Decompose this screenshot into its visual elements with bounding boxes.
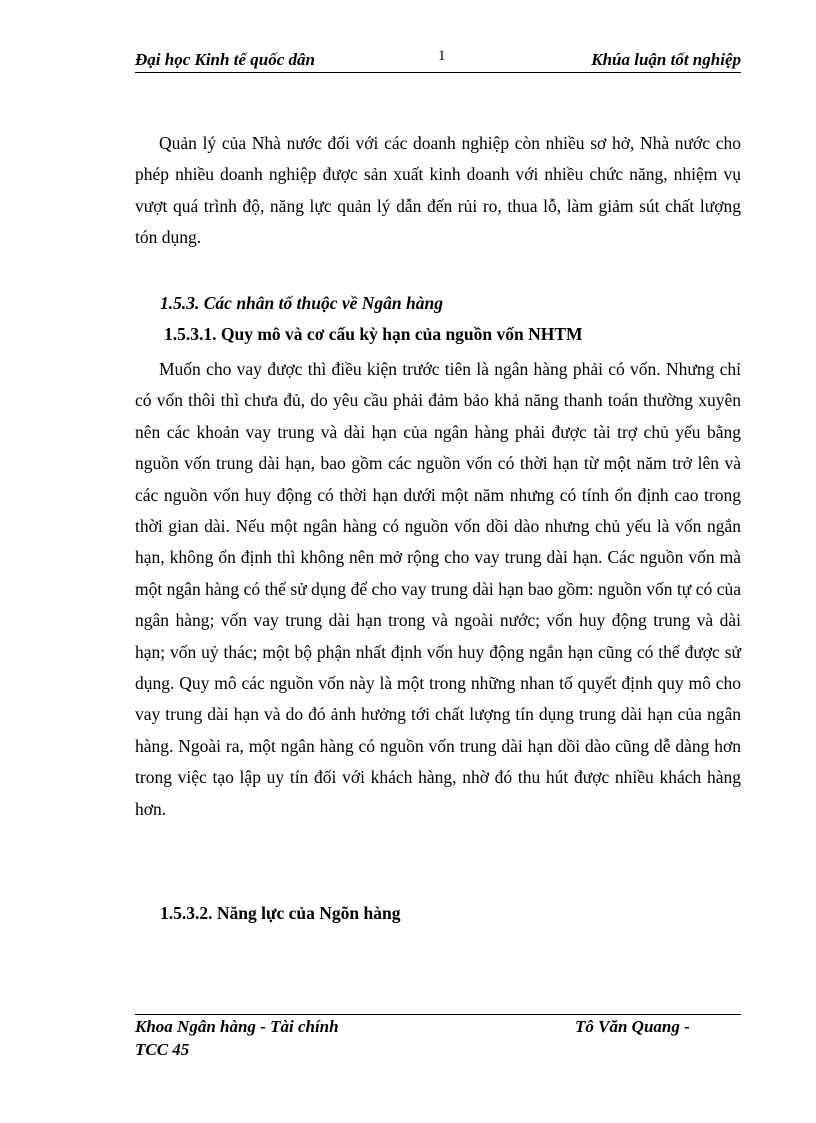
footer-class: TCC 45 (135, 1040, 190, 1059)
page-header (135, 50, 741, 73)
section-heading-1-5-3-1: 1.5.3.1. Quy mô và cơ cấu kỳ hạn của nguồn vốn NHTM (164, 324, 583, 344)
section-heading-1-5-3-2: 1.5.3.2. Năng lực của Ngõn hàng (160, 903, 401, 923)
paragraph-capital-sources (135, 354, 741, 825)
page-number: 1 (438, 48, 446, 64)
footer-faculty: Khoa Ngân hàng - Tài chính (135, 1017, 339, 1036)
header-document-type: Khúa luận tốt nghiệp (591, 50, 741, 69)
page-footer (135, 1014, 741, 1065)
paragraph-text: Muốn cho vay được thì điều kiện trước tiên là ngân hàng phải có vốn. Nhưng chỉ có vốn thôi thì chưa đủ, do yêu cầu phải đảm bảo khả năng thanh toán thường xuyên nên các khoản vay trung và dài hạn của ngân hàng phải được tài trợ chủ yếu bằng nguồn vốn trung dài hạn, bao gồm các nguồn vốn có thời hạn từ một năm trở lên và các nguồn vốn huy động có thời hạn dưới một năm nhưng có tính ổn định cao trong thời gian dài. Nếu một ngân hàng có nguồn vốn dồi dào nhưng chủ yếu là vốn ngắn hạn, không ổn định thì không nên mở rộng cho vay trung dài hạn. Các nguồn vốn mà một ngân hàng có thể sử dụng để cho vay trung dài hạn bao gồm: nguồn vốn tự có của ngân hàng; vốn vay trung dài hạn trong và ngoài nước; vốn huy động trung và dài hạn; vốn uỷ thác; một bộ phận nhất định vốn huy động ngắn hạn cũng có thể được sử dụng. Quy mô các nguồn vốn này là một trong những nhan tố quyết định quy mô cho vay trung dài hạn và do đó ảnh hưởng tới chất lượng tín dụng trung dài hạn của ngân hàng. Ngoài ra, một ngân hàng có nguồn vốn trung dài hạn dồi dào cũng dễ dàng hơn trong việc tạo lập uy tín đối với khách hàng, nhờ đó thu hút được nhiều khách hàng hơn. (135, 359, 741, 819)
paragraph-text: Quản lý của Nhà nước đối với các doanh nghiệp còn nhiều sơ hở, Nhà nước cho phép nhiều doanh nghiệp được sản xuất kinh doanh với nhiều chức năng, nhiệm vụ vượt quá trình độ, năng lực quản lý dẫn đến rủi ro, thua lỗ, làm giảm sút chất lượng tón dụng. (135, 133, 741, 248)
footer-author: Tô Văn Quang - (575, 1017, 690, 1036)
header-university: Đại học Kinh tế quốc dân (135, 50, 315, 69)
section-heading-1-5-3: 1.5.3. Các nhân tố thuộc về Ngân hàng (160, 293, 443, 313)
paragraph-state-management (135, 128, 741, 254)
